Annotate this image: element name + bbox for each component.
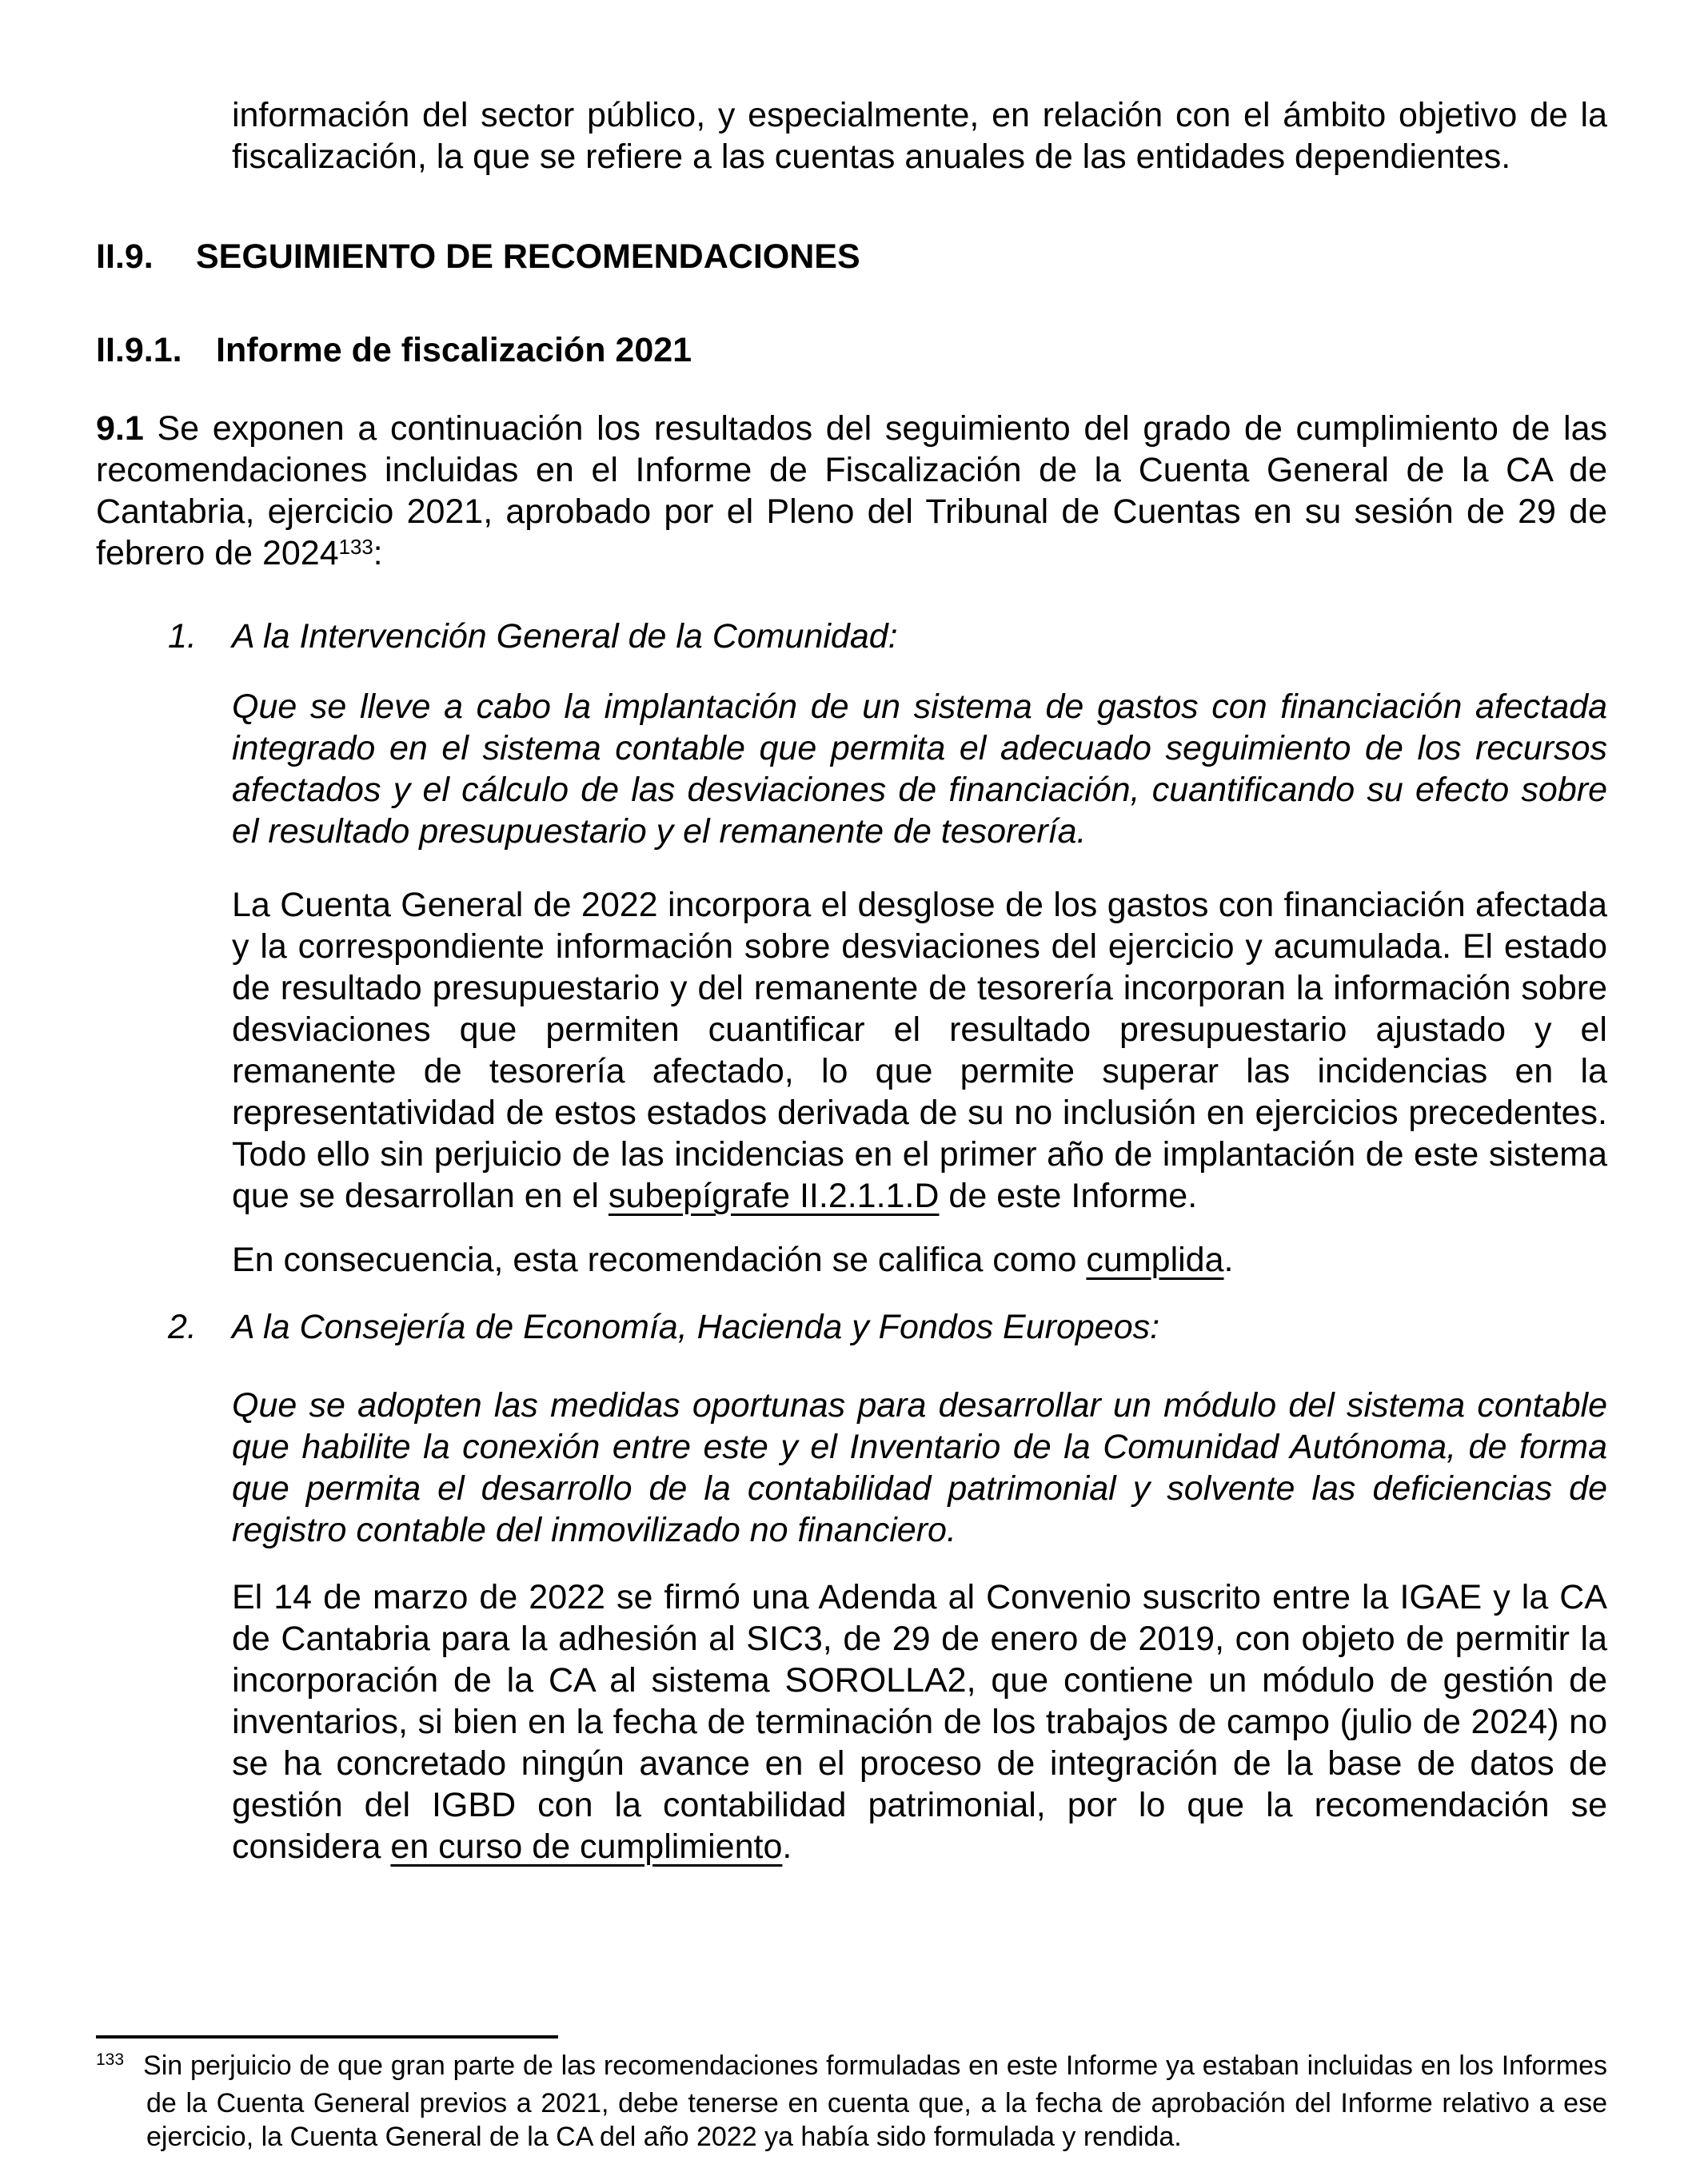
section-heading bbox=[96, 236, 1607, 277]
response-paragraph-1b: En consecuencia, esta recomendación se califica como cumplida. bbox=[232, 1241, 1234, 1279]
recommendation-quote-2: Que se adopten las medidas oportunas para desarrollar un módulo del sistema contable que habilite la conexión entre este y el Inventario de la Comunidad Autónoma, de forma que permita el desarrollo de la contabilidad patrimonial y solvente las deficiencias de registro contable del inmovilizado no financiero. bbox=[232, 1386, 1607, 1549]
footnote-area bbox=[96, 2035, 1607, 2154]
footnote-marker: 133 bbox=[96, 2050, 125, 2069]
recommendation-quote-1: Que se lleve a cabo la implantación de un sistema de gastos con financiación afectada integrado en el sistema contable que permita el adecuado seguimiento de los recursos afectados y el cálculo de las desviaciones de financiación, cuantificando su efecto sobre el resultado presupuestario y el remanente de tesorería. bbox=[232, 687, 1607, 851]
list-item-1 bbox=[168, 616, 1607, 657]
list-item-2-label: A la Consejería de Economía, Hacienda y Fondos Europeos: bbox=[232, 1308, 1160, 1346]
footnote-separator bbox=[96, 2035, 558, 2039]
list-item-1-label: A la Intervención General de la Comunidad: bbox=[232, 617, 898, 656]
page-content bbox=[96, 94, 1607, 1867]
paragraph-9-1: 9.1 Se exponen a continuación los resultados del seguimiento del grado de cumplimiento de las recomendaciones incluidas en el Informe de Fiscalización de la Cuenta General de la CA de Cantabria, ejercicio 2021, aprobado por el Pleno del Tribunal de Cuentas en su sesión de 29 de febrero de 2024$^{133}$: bbox=[96, 409, 1607, 572]
response-paragraph-2: El 14 de marzo de 2022 se firmó una Adenda al Convenio suscrito entre la IGAE y la CA de Cantabria para la adhesión al SIC3, de 29 de enero de 2019, con objeto de permitir la incorporación de la CA al sistema SOROLLA2, que contiene un módulo de gestión de inventarios, si bien en la fecha de terminación de los trabajos de campo (julio de 2024) no se ha concretado ningún avance en el proceso de integración de la base de datos de gestión del IGBD con la contabilidad patrimonial, por lo que la recomendación se considera en curso de cumplimiento. bbox=[232, 1578, 1607, 1866]
list-item-2-number: 2. bbox=[168, 1308, 197, 1346]
footnote-text bbox=[96, 2049, 1607, 2154]
section-heading-number: II.9. bbox=[96, 237, 154, 276]
subsection-heading bbox=[96, 329, 1607, 371]
subsection-heading-number: II.9.1. bbox=[96, 331, 182, 369]
section-heading-title: SEGUIMIENTO DE RECOMENDACIONES bbox=[196, 237, 860, 276]
intro-paragraph: información del sector público, y especialmente, en relación con el ámbito objetivo de la fiscalización, la que se refiere a las cuentas anuales de las entidades dependientes. bbox=[232, 96, 1607, 176]
list-item-2 bbox=[168, 1306, 1607, 1348]
list-item-1-number: 1. bbox=[168, 617, 197, 656]
footnote-body-text: Sin perjuicio de que gran parte de las recomendaciones formuladas en este Informe ya estaban incluidas en los Informes de la Cuenta General previos a 2021, debe tenerse en cuenta que, a la fecha de aprobación del Informe relativo a ese ejercicio, la Cuenta General de la CA del año 2022 ya había sido formulada y rendida. bbox=[143, 2050, 1607, 2152]
subsection-heading-title: Informe de fiscalización 2021 bbox=[216, 331, 692, 369]
response-paragraph-1a: La Cuenta General de 2022 incorpora el desglose de los gastos con financiación afectada y la correspondiente información sobre desviaciones del ejercicio y acumulada. El estado de resultado presupuestario y del remanente de tesorería incorporan la información sobre desviaciones que permiten cuantificar el resultado presupuestario ajustado y el remanente de tesorería afectado, lo que permite superar las incidencias en la representatividad de estos estados derivada de su no inclusión en ejercicios precedentes. Todo ello sin perjuicio de las incidencias en el primer año de implantación de este sistema que se desarrollan en el subepígrafe II.2.1.1.D de este Informe. bbox=[232, 886, 1607, 1215]
